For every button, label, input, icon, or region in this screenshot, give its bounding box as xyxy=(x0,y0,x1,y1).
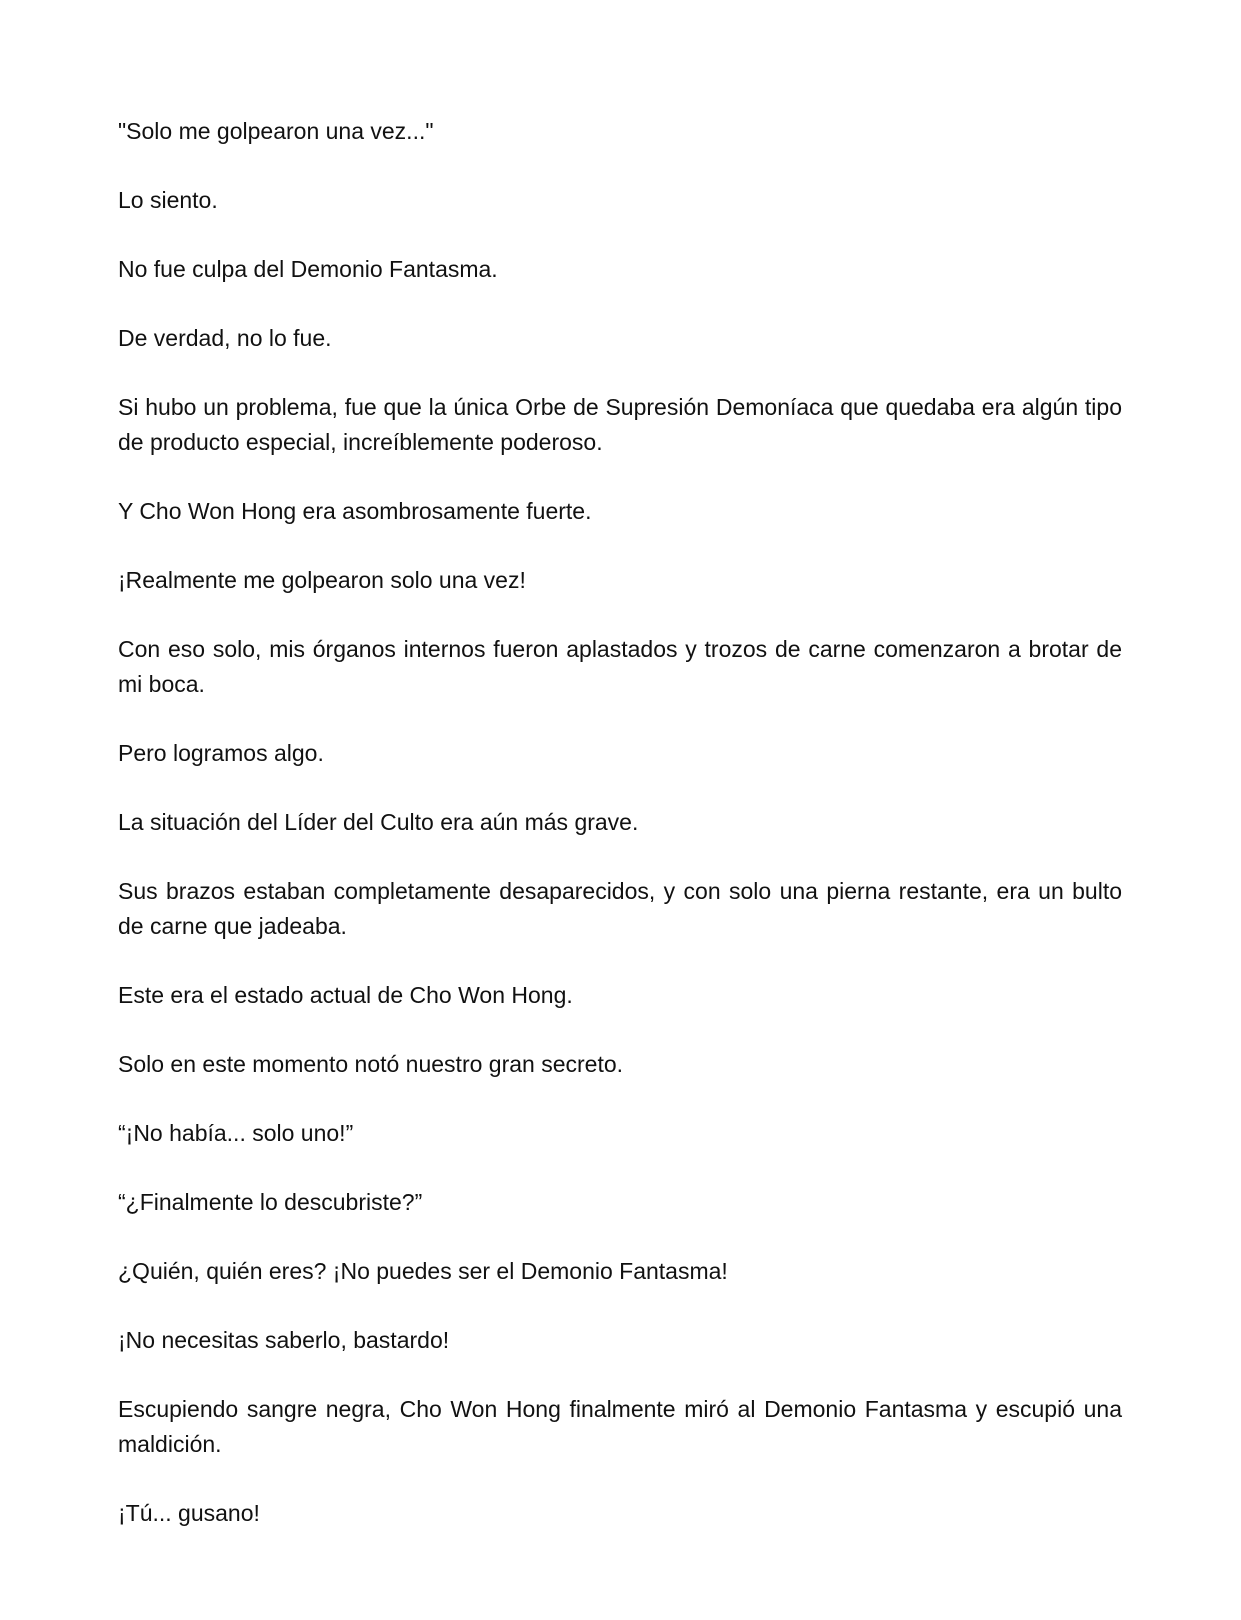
paragraph: ¡Tú... gusano! xyxy=(118,1500,260,1526)
document-body xyxy=(118,114,1122,1565)
paragraph: De verdad, no lo fue. xyxy=(118,325,332,351)
paragraph: Con eso solo, mis órganos internos fueron aplastados y trozos de carne comenzaron a brotar de mi boca. xyxy=(118,636,1122,697)
paragraph: “¿Finalmente lo descubriste?” xyxy=(118,1189,423,1215)
paragraph: Si hubo un problema, fue que la única Orbe de Supresión Demoníaca que quedaba era algún tipo de producto especial, increíblemente poderoso. xyxy=(118,394,1122,455)
paragraph: Este era el estado actual de Cho Won Hong. xyxy=(118,982,573,1008)
paragraph: La situación del Líder del Culto era aún más grave. xyxy=(118,809,639,835)
paragraph: “¡No había... solo uno!” xyxy=(118,1120,354,1146)
paragraph: Y Cho Won Hong era asombrosamente fuerte. xyxy=(118,498,592,524)
paragraph: Sus brazos estaban completamente desaparecidos, y con solo una pierna restante, era un bulto de carne que jadeaba. xyxy=(118,878,1122,939)
paragraph: ¡Realmente me golpearon solo una vez! xyxy=(118,567,526,593)
paragraph: No fue culpa del Demonio Fantasma. xyxy=(118,256,498,282)
paragraph: Lo siento. xyxy=(118,187,218,213)
paragraph: Solo en este momento notó nuestro gran secreto. xyxy=(118,1051,624,1077)
paragraph: "Solo me golpearon una vez..." xyxy=(118,118,434,144)
paragraph: ¡No necesitas saberlo, bastardo! xyxy=(118,1327,450,1353)
paragraph: Escupiendo sangre negra, Cho Won Hong finalmente miró al Demonio Fantasma y escupió una maldición. xyxy=(118,1396,1122,1457)
paragraph: ¿Quién, quién eres? ¡No puedes ser el Demonio Fantasma! xyxy=(118,1258,728,1284)
paragraph: Pero logramos algo. xyxy=(118,740,324,766)
